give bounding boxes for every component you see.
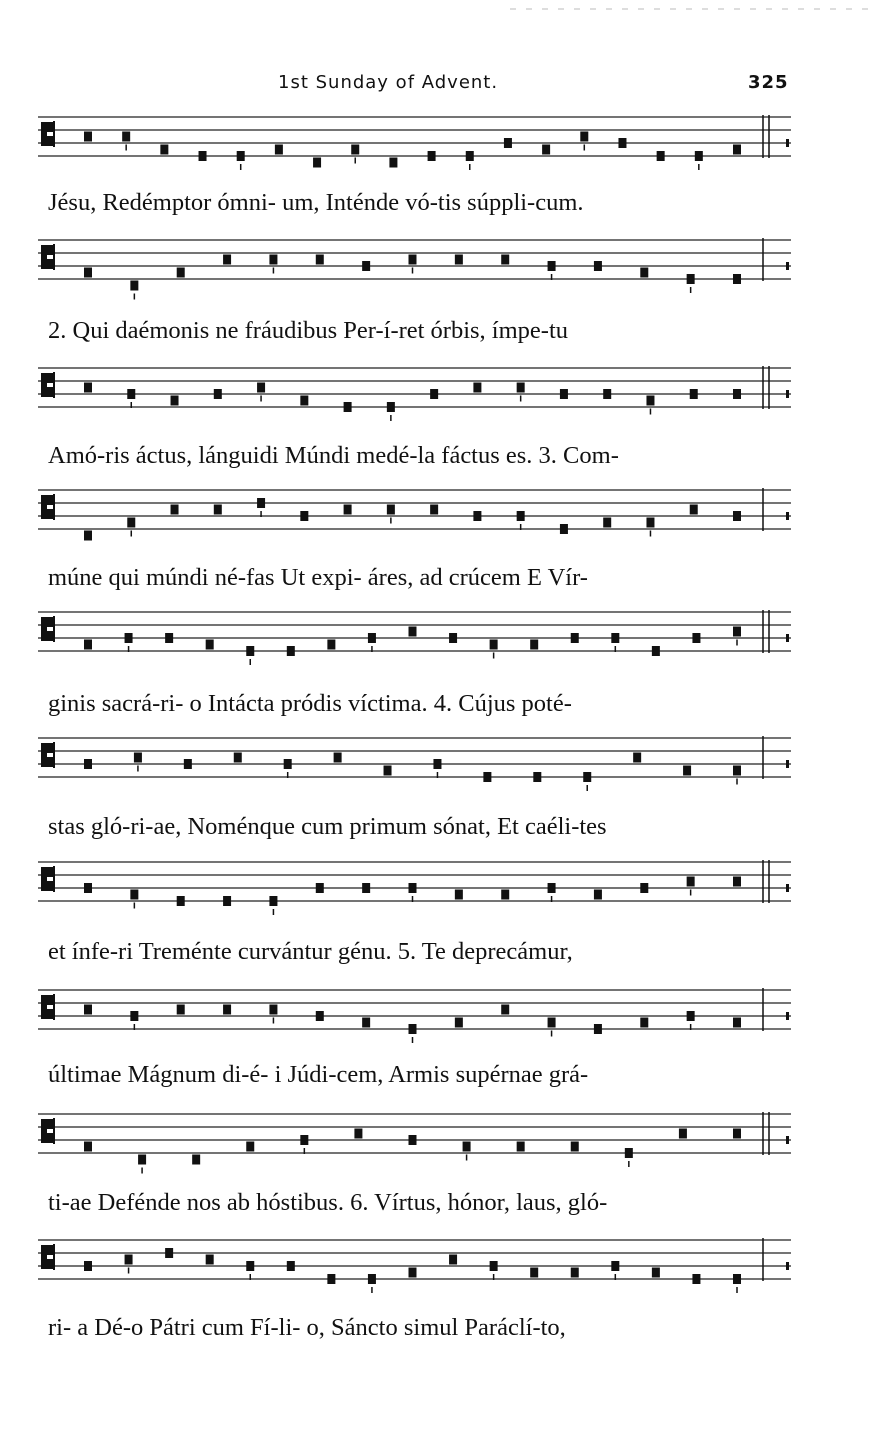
neume-note [687,877,695,887]
lyric-text: múne qui múndi né-fas Ut expi- áres, ad crúcem E Vír- [48,564,588,591]
neume-note [695,151,703,161]
staff-svg [38,1220,791,1306]
neume-note [287,1261,295,1271]
neume-note [687,274,695,284]
staff-system [38,842,791,928]
neume-note [84,268,92,278]
neume-note [284,759,292,769]
lyric-text: 2. Qui daémonis ne fráudibus Per-í-ret órbis, ímpe-tu [48,317,569,344]
neume-note [657,151,665,161]
neume-note [633,753,641,763]
neume-note [455,255,463,265]
neume-note [214,505,222,515]
neume-note [165,1248,173,1258]
neume-note [177,896,185,906]
neume-note [683,766,691,776]
custos-mark [786,512,789,520]
neume-note [177,268,185,278]
neume-note [409,1268,417,1278]
neume-note [603,389,611,399]
neume-note [257,498,265,508]
custos-mark [786,634,789,642]
custos-mark [786,390,789,398]
neume-note [269,896,277,906]
neume-note [733,1129,741,1139]
lyric-text: Jésu, Redémptor ómni- um, Inténde vó-tis súppli-cum. [48,189,584,216]
neume-note [690,389,698,399]
neume-note [84,759,92,769]
c-clef-icon [42,121,54,147]
neume-note [463,1142,471,1152]
staff-system [38,470,791,556]
lyric-text: ti-ae Defénde nos ab hóstibus. 6. Vírtus, hónor, laus, gló- [48,1189,608,1216]
neume-note [192,1155,200,1165]
c-clef-icon [42,1244,54,1270]
neume-note [362,261,370,271]
neume-note [501,1005,509,1015]
custos-mark [786,1012,789,1020]
lyric-line [48,1060,790,1090]
neume-note [640,883,648,893]
neume-note [490,640,498,650]
neume-note [84,1142,92,1152]
neume-note [344,402,352,412]
c-clef-icon [42,244,54,270]
neume-note [571,1142,579,1152]
neume-note [206,1255,214,1265]
neume-note [473,383,481,393]
neume-note [351,145,359,155]
c-clef-icon [42,742,54,768]
neume-note [223,255,231,265]
neume-note [368,633,376,643]
neume-note [733,145,741,155]
neume-note [594,890,602,900]
neume-note [234,753,242,763]
neume-note [571,1268,579,1278]
neume-note [449,1255,457,1265]
neume-note [652,646,660,656]
neume-note [300,511,308,521]
neume-note [300,1135,308,1145]
neume-note [560,524,568,534]
neume-note [362,883,370,893]
lyric-line [48,441,790,471]
neume-note [455,890,463,900]
c-clef-icon [42,994,54,1020]
neume-note [122,132,130,142]
staff-svg [38,97,791,183]
neume-note [214,389,222,399]
neume-note [257,383,265,393]
neume-note [733,627,741,637]
neume-note [473,511,481,521]
neume-note [409,1135,417,1145]
c-clef-icon [42,494,54,520]
neume-note [199,151,207,161]
custos-mark [786,1262,789,1270]
neume-note [334,753,342,763]
neume-note [125,633,133,643]
neume-note [409,1024,417,1034]
neume-note [269,1005,277,1015]
neume-note [583,772,591,782]
custos-mark [786,139,789,147]
neume-note [387,402,395,412]
neume-note [690,505,698,515]
neume-note [84,132,92,142]
staff-svg [38,842,791,928]
neume-note [646,396,654,406]
staff-system [38,1220,791,1306]
neume-note [733,1018,741,1028]
neume-note [530,1268,538,1278]
lyric-text: ri- a Dé-o Pátri cum Fí-li- o, Sáncto simul Paráclí-to, [48,1314,566,1341]
neume-note [387,505,395,515]
lyric-line [48,563,790,593]
staff-system [38,592,791,678]
neume-note [679,1129,687,1139]
neume-note [160,145,168,155]
neume-note [130,281,138,291]
neume-note [449,633,457,643]
neume-note [384,766,392,776]
neume-note [533,772,541,782]
lyric-text: stas gló-ri-ae, Noménque cum primum sónat, Et caéli-tes [48,813,607,840]
staff-system [38,220,791,306]
staff-svg [38,348,791,434]
neume-note [134,753,142,763]
neume-note [571,633,579,643]
neume-note [184,759,192,769]
neume-note [165,633,173,643]
neume-note [127,518,135,528]
lyric-text: Amó-ris áctus, lánguidi Múndi medé-la fáctus es. 3. Com- [48,442,619,469]
neume-note [517,1142,525,1152]
neume-note [542,145,550,155]
page-number: 325 [748,72,789,93]
neume-note [517,511,525,521]
c-clef-icon [42,1118,54,1144]
neume-note [733,389,741,399]
neume-note [84,640,92,650]
neume-note [409,627,417,637]
neume-note [517,383,525,393]
neume-note [603,518,611,528]
neume-note [125,1255,133,1265]
staff-svg [38,470,791,556]
neume-note [501,255,509,265]
lyric-text: ginis sacrá-ri- o Intácta pródis víctima. 4. Cújus poté- [48,690,572,717]
neume-note [269,255,277,265]
neume-note [138,1155,146,1165]
neume-note [171,505,179,515]
neume-note [287,646,295,656]
neume-note [640,1018,648,1028]
neume-note [223,1005,231,1015]
neume-note [733,1274,741,1284]
neume-note [692,1274,700,1284]
neume-note [652,1268,660,1278]
neume-note [409,883,417,893]
neume-note [127,389,135,399]
staff-system [38,970,791,1056]
neume-note [530,640,538,650]
neume-note [389,158,397,168]
custos-mark [786,262,789,270]
staff-system [38,348,791,434]
neume-note [466,151,474,161]
neume-note [409,255,417,265]
neume-note [625,1148,633,1158]
c-clef-icon [42,372,54,398]
scan-artifact [510,0,870,8]
neume-note [275,145,283,155]
neume-note [84,883,92,893]
neume-note [640,268,648,278]
staff-system [38,97,791,183]
neume-note [490,1261,498,1271]
neume-note [313,158,321,168]
neume-note [130,890,138,900]
neume-note [223,896,231,906]
lyric-text: et ínfe-ri Treménte curvántur génu. 5. Te deprecámur, [48,938,573,965]
neume-note [733,274,741,284]
c-clef-icon [42,866,54,892]
neume-note [84,531,92,541]
neume-note [300,396,308,406]
custos-mark [786,1136,789,1144]
neume-note [594,1024,602,1034]
neume-note [594,261,602,271]
neume-note [560,389,568,399]
neume-note [733,766,741,776]
neume-note [692,633,700,643]
neume-note [206,640,214,650]
c-clef-icon [42,616,54,642]
neume-note [246,1261,254,1271]
neume-note [327,640,335,650]
neume-note [548,1018,556,1028]
neume-note [580,132,588,142]
neume-note [368,1274,376,1284]
neume-note [455,1018,463,1028]
staff-system [38,718,791,804]
neume-note [618,138,626,148]
lyric-line [48,1313,790,1343]
neume-note [327,1274,335,1284]
neume-note [611,1261,619,1271]
neume-note [430,389,438,399]
staff-system [38,1094,791,1180]
neume-note [504,138,512,148]
staff-svg [38,1094,791,1180]
neume-note [501,890,509,900]
staff-svg [38,220,791,306]
neume-note [237,151,245,161]
neume-note [548,883,556,893]
neume-note [362,1018,370,1028]
staff-svg [38,592,791,678]
neume-note [344,505,352,515]
neume-note [84,1261,92,1271]
neume-note [84,383,92,393]
neume-note [483,772,491,782]
neume-note [130,1011,138,1021]
neume-note [428,151,436,161]
neume-note [84,1005,92,1015]
lyric-line [48,812,790,842]
neume-note [246,646,254,656]
neume-note [430,505,438,515]
neume-note [316,255,324,265]
staff-svg [38,718,791,804]
neume-note [246,1142,254,1152]
neume-note [646,518,654,528]
neume-note [171,396,179,406]
running-header-title: 1st Sunday of Advent. [278,72,499,93]
lyric-line [48,1188,790,1218]
neume-note [316,883,324,893]
neume-note [733,511,741,521]
lyric-line [48,937,790,967]
lyric-line [48,689,790,719]
staff-svg [38,970,791,1056]
custos-mark [786,760,789,768]
lyric-text: últimae Mágnum di-é- i Júdi-cem, Armis supérnae grá- [48,1061,589,1088]
neume-note [733,877,741,887]
neume-note [687,1011,695,1021]
neume-note [177,1005,185,1015]
lyric-line [48,316,790,346]
neume-note [611,633,619,643]
neume-note [316,1011,324,1021]
neume-note [354,1129,362,1139]
custos-mark [786,884,789,892]
lyric-line [48,188,790,218]
neume-note [433,759,441,769]
neume-note [548,261,556,271]
